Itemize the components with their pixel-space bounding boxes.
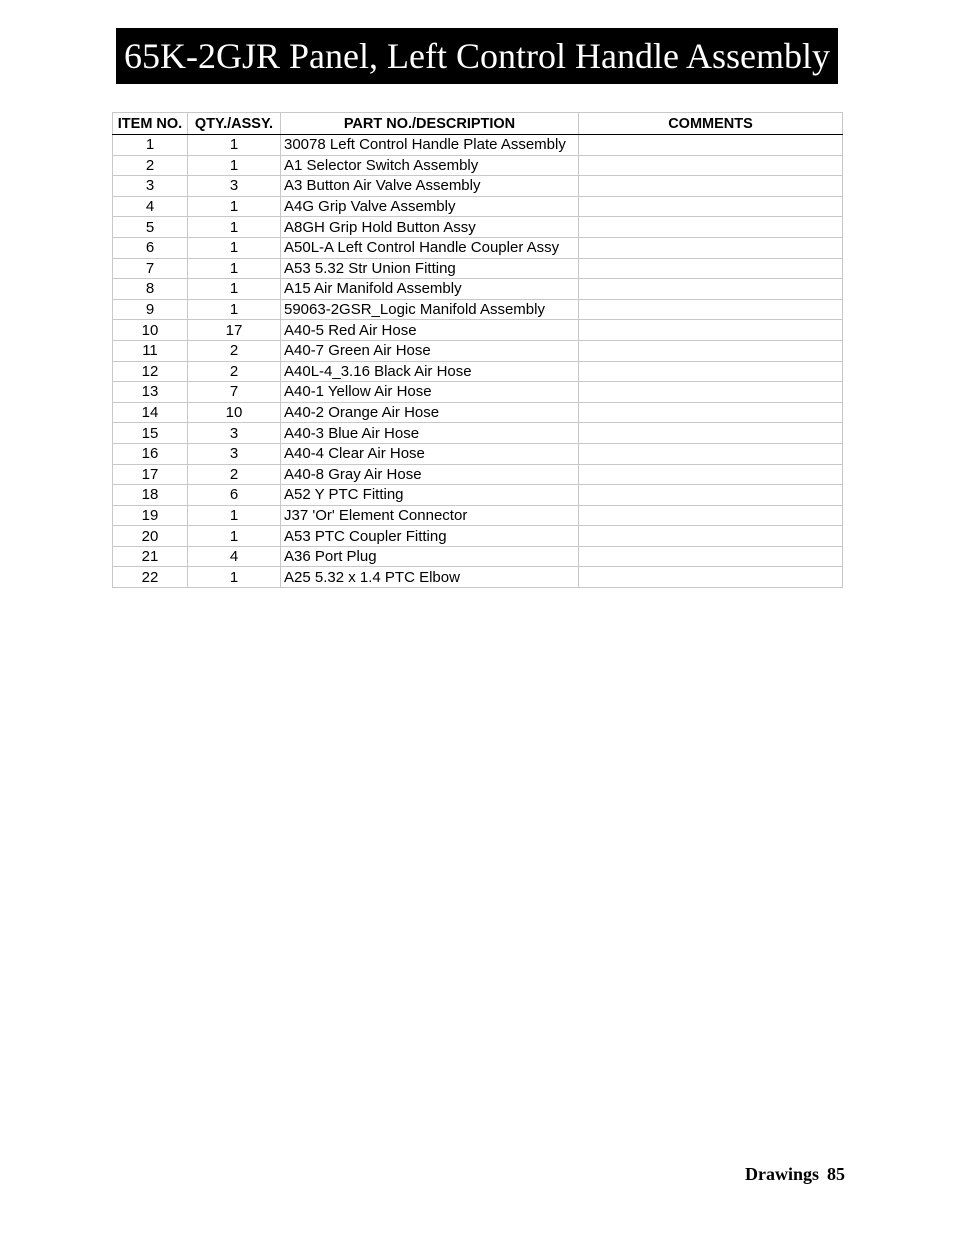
cell-qty: 1 [188,567,281,588]
cell-item-no: 2 [113,155,188,176]
cell-item-no: 4 [113,196,188,217]
table-row [113,176,843,197]
table-row [113,443,843,464]
cell-comments [579,176,843,197]
table-row [113,382,843,403]
parts-table-header [113,113,843,135]
cell-part-description: 59063-2GSR_Logic Manifold Assembly [281,299,579,320]
page-title: 65K-2GJR Panel, Left Control Handle Assembly [124,36,830,76]
cell-qty: 1 [188,155,281,176]
cell-item-no: 13 [113,382,188,403]
parts-table-body [113,135,843,588]
cell-item-no: 8 [113,279,188,300]
cell-comments [579,402,843,423]
cell-comments [579,505,843,526]
cell-qty: 1 [188,258,281,279]
cell-item-no: 1 [113,135,188,156]
cell-part-description: A40L-4_3.16 Black Air Hose [281,361,579,382]
cell-comments [579,464,843,485]
cell-item-no: 20 [113,526,188,547]
cell-part-description: A1 Selector Switch Assembly [281,155,579,176]
cell-part-description: A50L-A Left Control Handle Coupler Assy [281,237,579,258]
cell-part-description: A40-1 Yellow Air Hose [281,382,579,403]
cell-item-no: 21 [113,546,188,567]
cell-comments [579,320,843,341]
cell-item-no: 22 [113,567,188,588]
cell-comments [579,258,843,279]
cell-qty: 2 [188,340,281,361]
cell-qty: 1 [188,526,281,547]
cell-part-description: A8GH Grip Hold Button Assy [281,217,579,238]
cell-part-description: J37 'Or' Element Connector [281,505,579,526]
cell-comments [579,299,843,320]
table-row [113,340,843,361]
cell-qty: 10 [188,402,281,423]
cell-item-no: 14 [113,402,188,423]
cell-part-description: A3 Button Air Valve Assembly [281,176,579,197]
cell-part-description: A25 5.32 x 1.4 PTC Elbow [281,567,579,588]
cell-part-description: A52 Y PTC Fitting [281,485,579,506]
cell-comments [579,237,843,258]
table-row [113,299,843,320]
cell-qty: 1 [188,135,281,156]
cell-item-no: 6 [113,237,188,258]
page-number: 85 [827,1164,845,1184]
cell-item-no: 12 [113,361,188,382]
table-row [113,196,843,217]
header-item-no: ITEM NO. [113,113,188,135]
header-qty-assy: QTY./ASSY. [188,113,281,135]
table-row [113,505,843,526]
cell-comments [579,155,843,176]
cell-qty: 1 [188,279,281,300]
cell-part-description: A40-5 Red Air Hose [281,320,579,341]
cell-qty: 1 [188,196,281,217]
cell-item-no: 10 [113,320,188,341]
cell-part-description: 30078 Left Control Handle Plate Assembly [281,135,579,156]
cell-qty: 3 [188,423,281,444]
cell-part-description: A53 5.32 Str Union Fitting [281,258,579,279]
cell-qty: 2 [188,464,281,485]
cell-qty: 1 [188,237,281,258]
cell-qty: 1 [188,299,281,320]
table-row [113,237,843,258]
cell-part-description: A36 Port Plug [281,546,579,567]
cell-part-description: A40-8 Gray Air Hose [281,464,579,485]
table-row [113,402,843,423]
cell-part-description: A40-3 Blue Air Hose [281,423,579,444]
table-row [113,320,843,341]
cell-qty: 6 [188,485,281,506]
cell-comments [579,217,843,238]
cell-comments [579,526,843,547]
cell-comments [579,196,843,217]
cell-qty: 3 [188,443,281,464]
cell-item-no: 5 [113,217,188,238]
cell-item-no: 19 [113,505,188,526]
table-row [113,546,843,567]
cell-comments [579,135,843,156]
table-row [113,464,843,485]
cell-item-no: 15 [113,423,188,444]
cell-qty: 17 [188,320,281,341]
cell-comments [579,382,843,403]
cell-part-description: A40-7 Green Air Hose [281,340,579,361]
cell-part-description: A4G Grip Valve Assembly [281,196,579,217]
page-footer [745,1164,845,1185]
cell-qty: 1 [188,217,281,238]
cell-part-description: A53 PTC Coupler Fitting [281,526,579,547]
cell-comments [579,423,843,444]
table-row [113,135,843,156]
title-banner [116,28,838,84]
footer-section-label: Drawings [744,1164,819,1184]
cell-part-description: A15 Air Manifold Assembly [281,279,579,300]
cell-qty: 7 [188,382,281,403]
parts-table [112,112,843,588]
cell-item-no: 3 [113,176,188,197]
table-row [113,423,843,444]
cell-comments [579,340,843,361]
cell-qty: 1 [188,505,281,526]
cell-item-no: 7 [113,258,188,279]
table-row [113,258,843,279]
cell-comments [579,361,843,382]
table-row [113,155,843,176]
header-part-description: PART NO./DESCRIPTION [281,113,579,135]
cell-qty: 2 [188,361,281,382]
cell-part-description: A40-2 Orange Air Hose [281,402,579,423]
cell-comments [579,567,843,588]
header-comments: COMMENTS [579,113,843,135]
table-row [113,567,843,588]
cell-comments [579,546,843,567]
table-row [113,361,843,382]
cell-item-no: 16 [113,443,188,464]
cell-comments [579,279,843,300]
cell-comments [579,443,843,464]
cell-item-no: 9 [113,299,188,320]
cell-qty: 3 [188,176,281,197]
cell-item-no: 17 [113,464,188,485]
cell-item-no: 11 [113,340,188,361]
table-row [113,526,843,547]
cell-qty: 4 [188,546,281,567]
table-row [113,279,843,300]
header-row [113,113,843,135]
table-row [113,217,843,238]
cell-comments [579,485,843,506]
table-row [113,485,843,506]
cell-part-description: A40-4 Clear Air Hose [281,443,579,464]
cell-item-no: 18 [113,485,188,506]
